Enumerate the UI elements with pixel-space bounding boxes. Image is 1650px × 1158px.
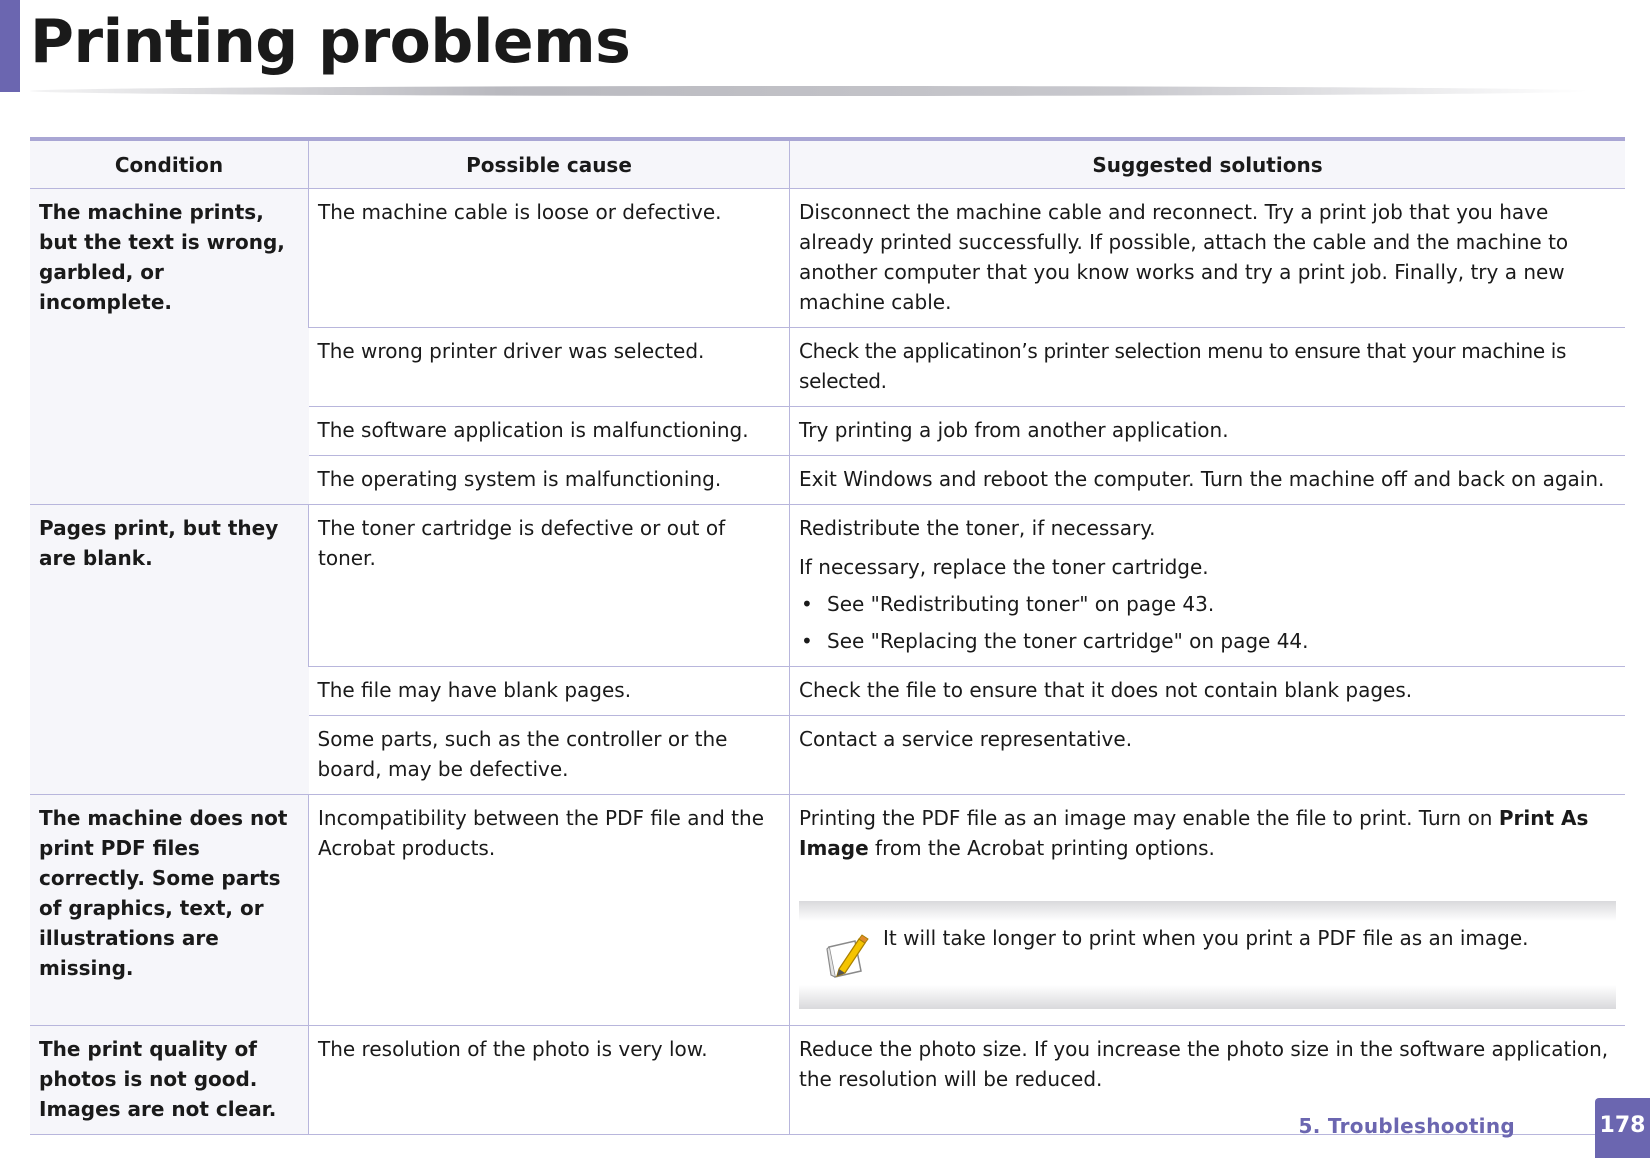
- note-text: It will take longer to print when you print a PDF file as an image.: [883, 926, 1529, 950]
- title-underline: [30, 86, 1590, 96]
- solution-text: Printing the PDF file as an image may enable the file to print. Turn on: [799, 806, 1499, 830]
- solution-cell: [790, 505, 1626, 667]
- solution-line: If necessary, replace the toner cartridge.: [799, 555, 1209, 579]
- solution-cell: [790, 795, 1626, 1026]
- note-pencil-icon: [825, 931, 871, 983]
- solution-paragraph: [799, 803, 1616, 863]
- page-title: Printing problems: [30, 7, 631, 77]
- condition-cell: The machine prints, but the text is wrong, garbled, or incomplete.: [30, 189, 309, 505]
- column-header-solutions: Suggested solutions: [790, 139, 1626, 189]
- table-row: [30, 505, 1625, 667]
- troubleshooting-table: [30, 137, 1625, 1135]
- condition-cell: Pages print, but they are blank.: [30, 505, 309, 795]
- bullet-item: • See "Redistributing toner" on page 43.: [799, 589, 1616, 619]
- column-header-condition: Condition: [30, 139, 309, 189]
- table-row: [30, 189, 1625, 328]
- print-as-image-option: Print As Image: [799, 806, 1589, 860]
- cause-cell: The operating system is malfunctioning.: [309, 456, 790, 505]
- cause-cell: The toner cartridge is defective or out of toner.: [309, 505, 790, 667]
- solution-cell: Check the file to ensure that it does not contain blank pages.: [790, 667, 1626, 716]
- column-header-cause: Possible cause: [309, 139, 790, 189]
- note-box: [799, 901, 1616, 1009]
- cause-cell: The file may have blank pages.: [309, 667, 790, 716]
- solution-cell: Disconnect the machine cable and reconnect. Try a print job that you have already printed successfully. If possible, attach the cable and the machine to another computer that you know works and try a print job. Finally, try a new machine cable.: [790, 189, 1626, 328]
- footer-section-label: 5. Troubleshooting: [1298, 1114, 1515, 1138]
- page-number-badge: 178: [1595, 1098, 1650, 1158]
- table-header-row: [30, 139, 1625, 189]
- solution-cell: Contact a service representative.: [790, 716, 1626, 795]
- cause-cell: The machine cable is loose or defective.: [309, 189, 790, 328]
- solution-cell: Try printing a job from another application.: [790, 407, 1626, 456]
- solution-cell: Exit Windows and reboot the computer. Turn the machine off and back on again.: [790, 456, 1626, 505]
- solution-line: Redistribute the toner, if necessary.: [799, 516, 1156, 540]
- bullet-item: • See "Replacing the toner cartridge" on page 44.: [799, 626, 1616, 656]
- cause-cell: The software application is malfunctioning.: [309, 407, 790, 456]
- cause-cell: Some parts, such as the controller or the board, may be defective.: [309, 716, 790, 795]
- title-accent-bar: [0, 0, 20, 92]
- condition-cell: The machine does not print PDF files correctly. Some parts of graphics, text, or illustrations are missing.: [30, 795, 309, 1026]
- solution-text: from the Acrobat printing options.: [868, 836, 1215, 860]
- cause-cell: Incompatibility between the PDF file and the Acrobat products.: [309, 795, 790, 1026]
- table-row: [30, 795, 1625, 1026]
- solution-cell: Reduce the photo size. If you increase the photo size in the software application, the resolution will be reduced.: [790, 1026, 1626, 1135]
- cause-cell: The resolution of the photo is very low.: [309, 1026, 790, 1135]
- condition-cell: The print quality of photos is not good. Images are not clear.: [30, 1026, 309, 1135]
- cause-cell: The wrong printer driver was selected.: [309, 328, 790, 407]
- solution-cell: Check the applicatinon’s printer selection menu to ensure that your machine is selected.: [790, 328, 1626, 407]
